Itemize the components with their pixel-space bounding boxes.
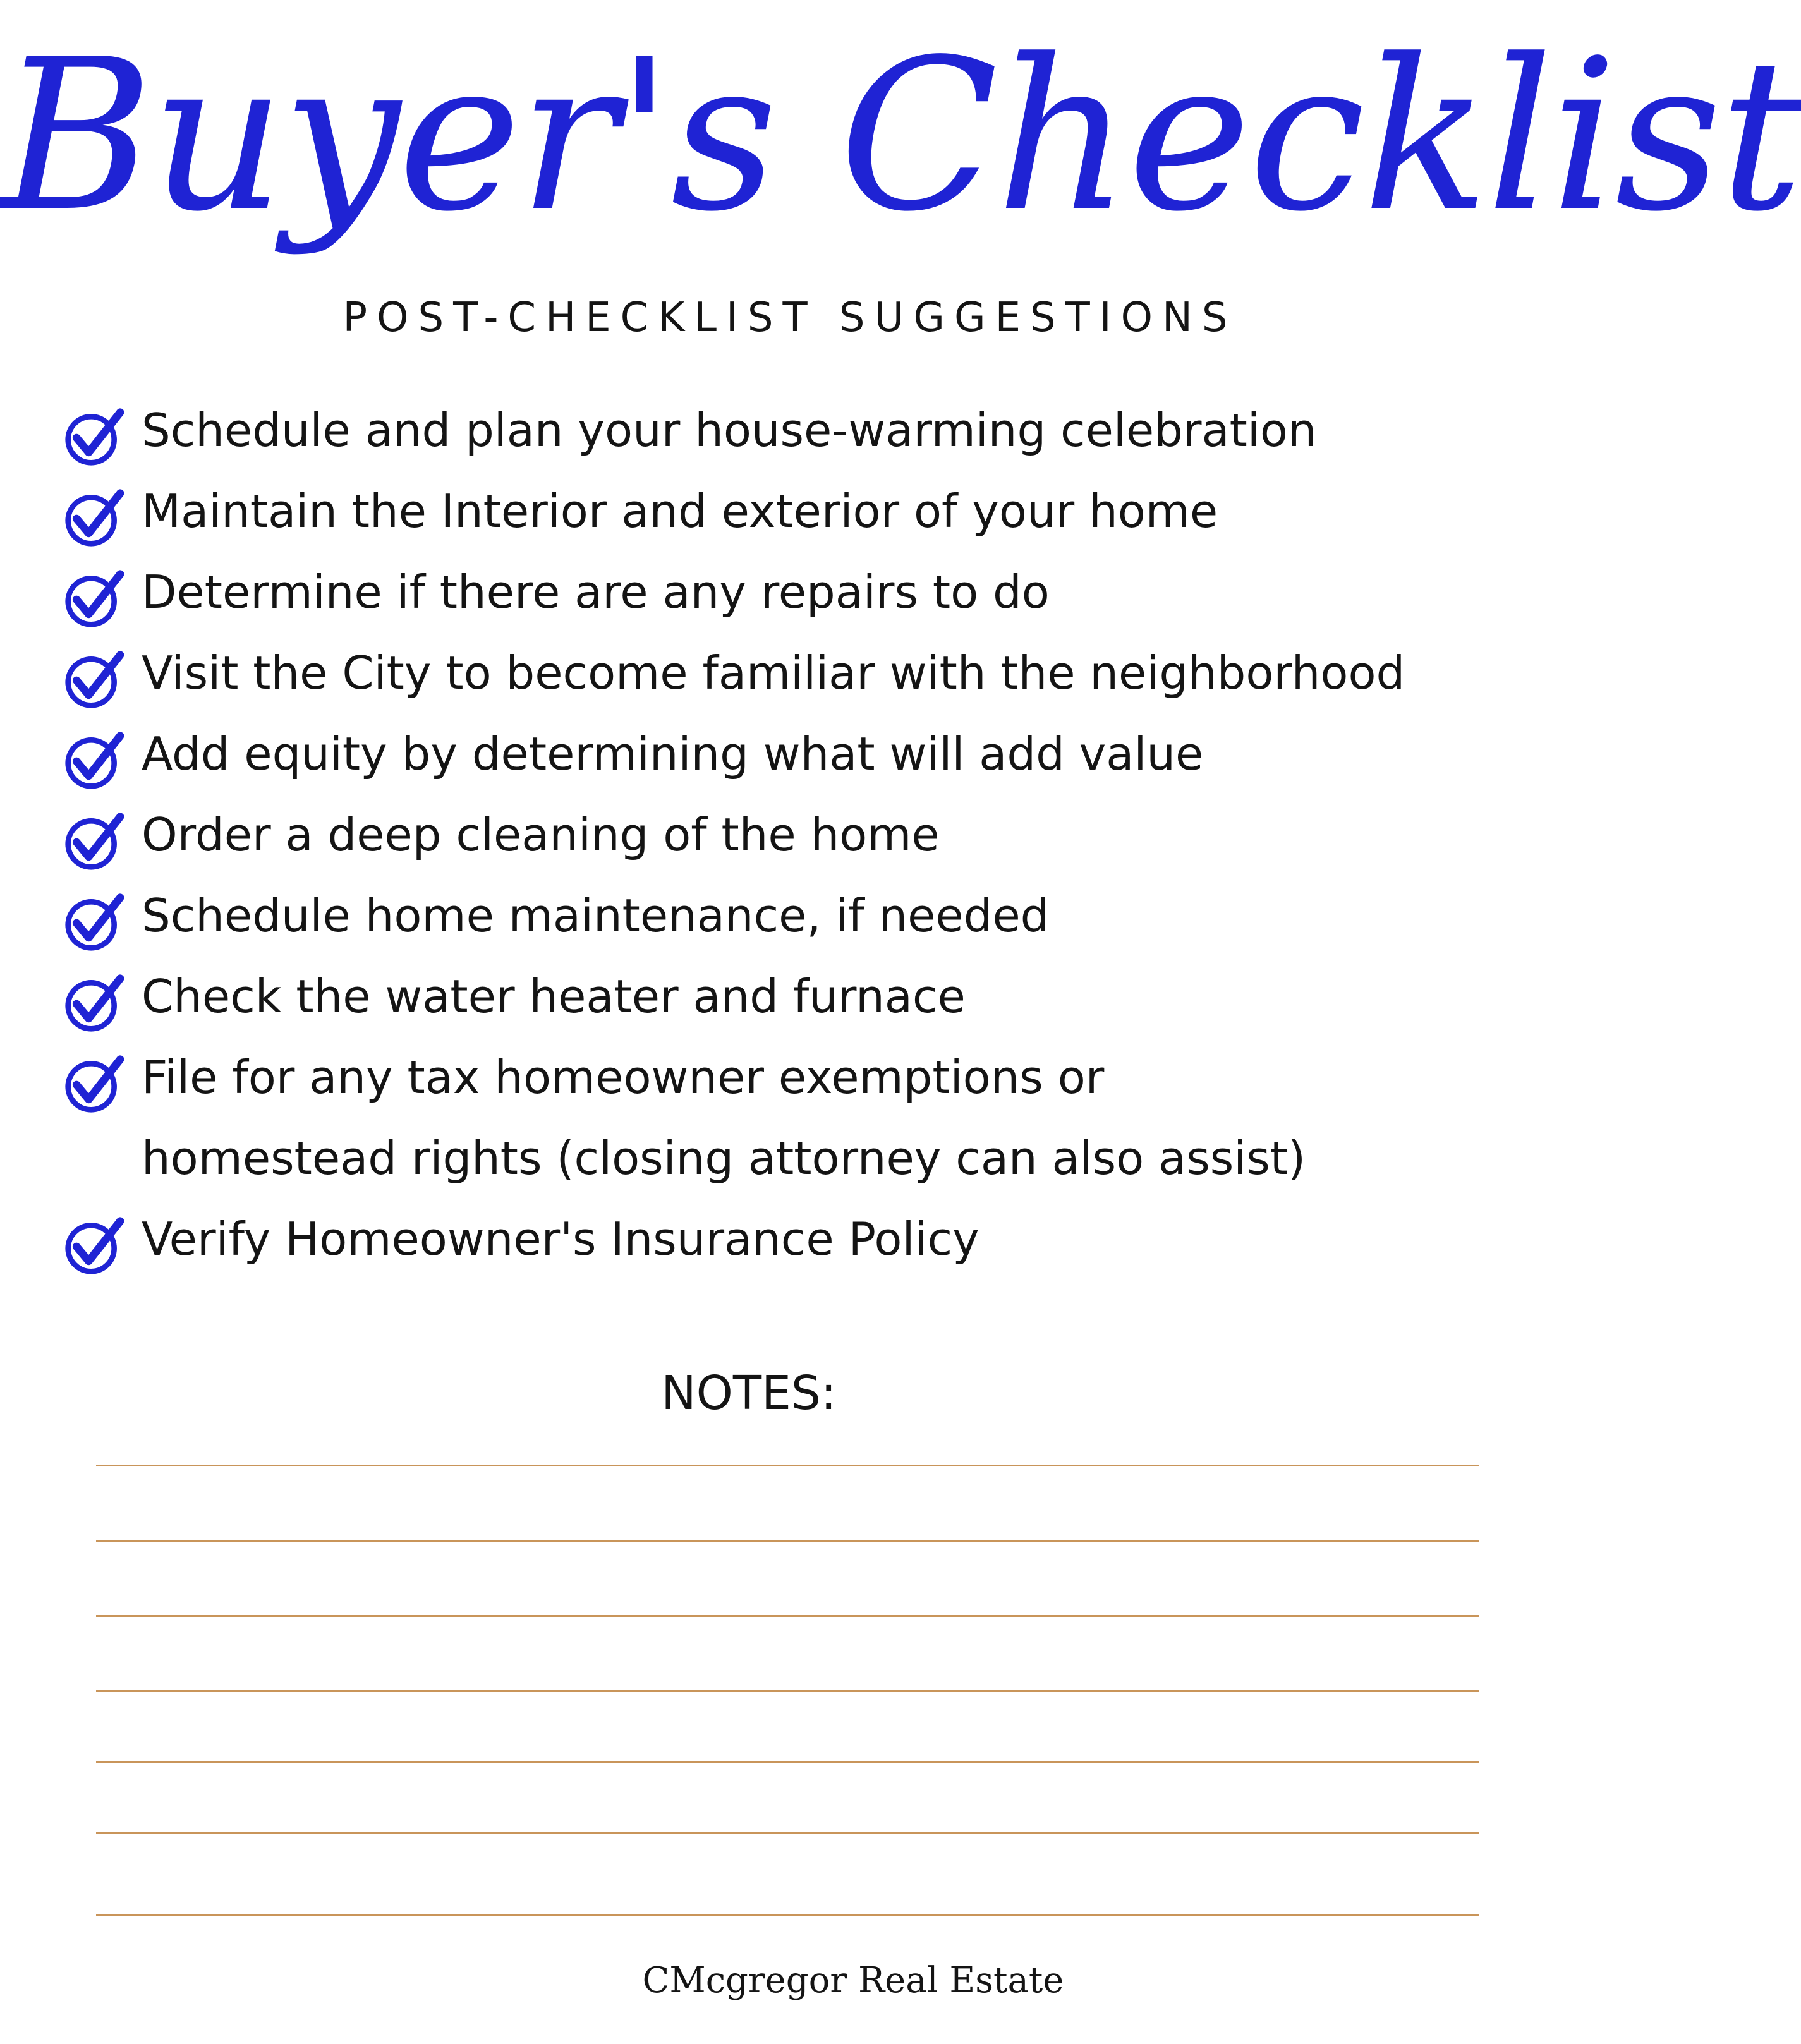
checklist-item-text bbox=[142, 390, 1317, 471]
checklist-item-line: Maintain the Interior and exterior of your home bbox=[142, 485, 1218, 538]
check-circle-icon bbox=[63, 730, 124, 790]
checklist-item-line: Add equity by determining what will add value bbox=[142, 727, 1204, 780]
notes-line[interactable] bbox=[96, 1540, 1479, 1542]
checklist-item-line: Check the water heater and furnace bbox=[142, 970, 966, 1023]
checklist-item-line: Verify Homeowner's Insurance Policy bbox=[142, 1212, 979, 1266]
checklist-item bbox=[63, 875, 1567, 956]
checklist-item bbox=[63, 632, 1567, 713]
notes-line[interactable] bbox=[96, 1761, 1479, 1763]
check-circle-icon bbox=[63, 811, 124, 871]
checklist-item bbox=[63, 713, 1567, 794]
page-title: Buyer's Checklist bbox=[0, 15, 1801, 257]
checklist-item-line: File for any tax homeowner exemptions or bbox=[142, 1051, 1105, 1104]
checklist-item-text bbox=[142, 1199, 979, 1279]
checklist-item-text bbox=[142, 794, 940, 875]
notes-line[interactable] bbox=[96, 1690, 1479, 1692]
check-circle-icon bbox=[63, 1053, 124, 1114]
check-circle-icon bbox=[63, 487, 124, 548]
checklist-item-text bbox=[142, 632, 1405, 713]
checklist-item-line: homestead rights (closing attorney can also assist) bbox=[142, 1132, 1306, 1185]
checklist-item-line: Order a deep cleaning of the home bbox=[142, 808, 940, 861]
checklist-item-text bbox=[142, 471, 1218, 552]
checklist-item-line: Schedule home maintenance, if needed bbox=[142, 889, 1050, 942]
checklist-item bbox=[63, 794, 1567, 875]
checklist-item bbox=[63, 956, 1567, 1037]
checklist-item-text bbox=[142, 956, 966, 1037]
checklist-item-text bbox=[142, 875, 1049, 956]
checklist-item bbox=[63, 1199, 1567, 1279]
notes-line[interactable] bbox=[96, 1615, 1479, 1617]
brand-footer: CMcgregor Real Estate bbox=[642, 1960, 1064, 2001]
checklist-item-text bbox=[142, 552, 1050, 632]
checklist bbox=[63, 390, 1567, 1279]
checklist-item bbox=[63, 552, 1567, 632]
checklist-item-text bbox=[142, 713, 1203, 794]
check-circle-icon bbox=[63, 406, 124, 467]
check-circle-icon bbox=[63, 892, 124, 952]
checklist-item bbox=[63, 390, 1567, 471]
page-subtitle: POST-CHECKLIST SUGGESTIONS bbox=[343, 294, 1237, 341]
checklist-item-line: Visit the City to become familiar with the neighborhood bbox=[142, 646, 1405, 699]
check-circle-icon bbox=[63, 972, 124, 1033]
check-circle-icon bbox=[63, 649, 124, 710]
notes-line[interactable] bbox=[96, 1465, 1479, 1466]
checklist-item-line: Determine if there are any repairs to do bbox=[142, 565, 1050, 619]
checklist-item-line: Schedule and plan your house-warming celebration bbox=[142, 404, 1317, 457]
check-circle-icon bbox=[63, 1215, 124, 1276]
check-circle-icon bbox=[63, 568, 124, 629]
checklist-item-text bbox=[142, 1037, 1306, 1199]
checklist-item bbox=[63, 1037, 1567, 1199]
notes-line[interactable] bbox=[96, 1832, 1479, 1834]
checklist-item bbox=[63, 471, 1567, 552]
notes-heading: NOTES: bbox=[661, 1366, 837, 1420]
notes-line[interactable] bbox=[96, 1914, 1479, 1916]
